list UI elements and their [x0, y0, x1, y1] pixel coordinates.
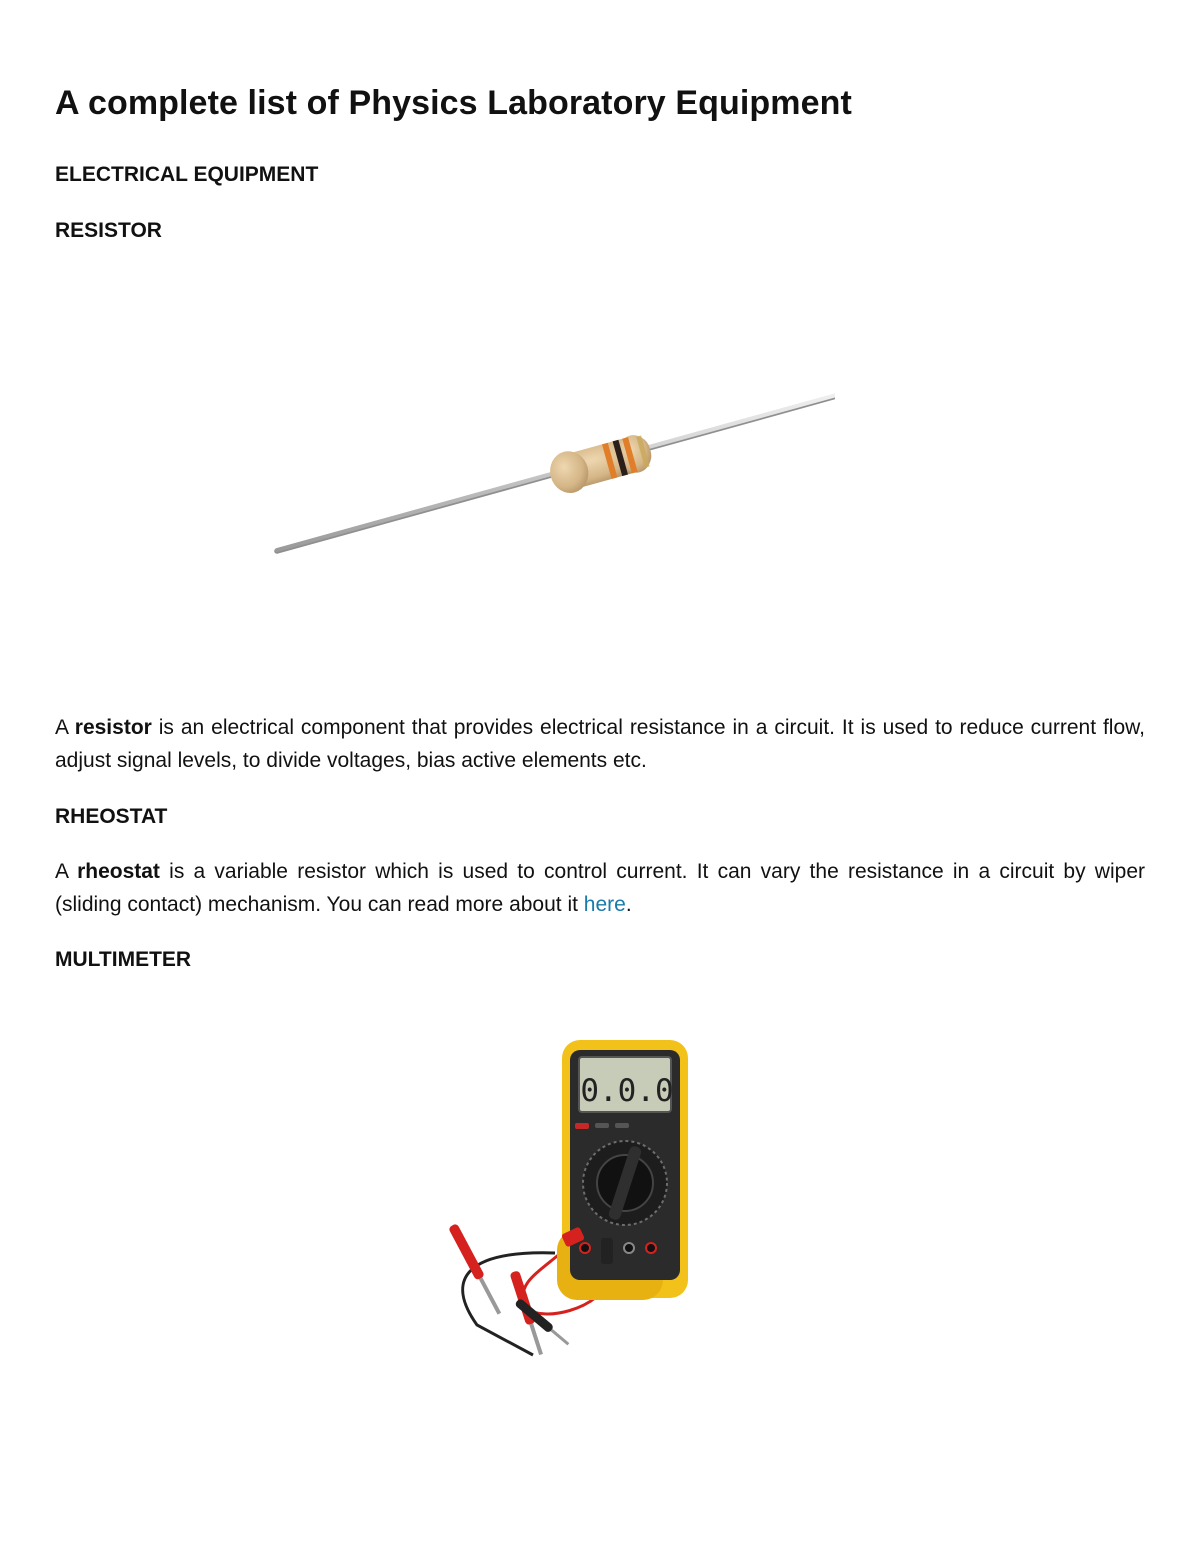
heading-resistor: RESISTOR	[55, 219, 162, 242]
rheostat-description: A rheostat is a variable resistor which is used to control current. It can vary the resistance in a circuit by wiper (sliding contact) mechanism. You can read more about it here.	[55, 860, 1145, 916]
rheostat-read-more-link[interactable]: here	[583, 893, 626, 916]
resistor-image	[265, 375, 835, 565]
heading-multimeter: MULTIMETER	[55, 948, 192, 971]
section-heading-electrical: ELECTRICAL EQUIPMENT	[55, 163, 319, 186]
term-rheostat: rheostat	[77, 860, 160, 883]
resistor-description: A resistor is an electrical component that provides electrical resistance in a circuit. It is used to reduce current flow, adjust signal levels, to divide voltages, bias active elements etc.	[55, 716, 1145, 772]
lcd-reading: 0.0.0	[580, 1073, 674, 1109]
multimeter-image	[405, 1035, 705, 1390]
term-resistor: resistor	[74, 716, 152, 739]
page-title: A complete list of Physics Laboratory Equipment	[55, 84, 852, 122]
heading-rheostat: RHEOSTAT	[55, 805, 168, 828]
